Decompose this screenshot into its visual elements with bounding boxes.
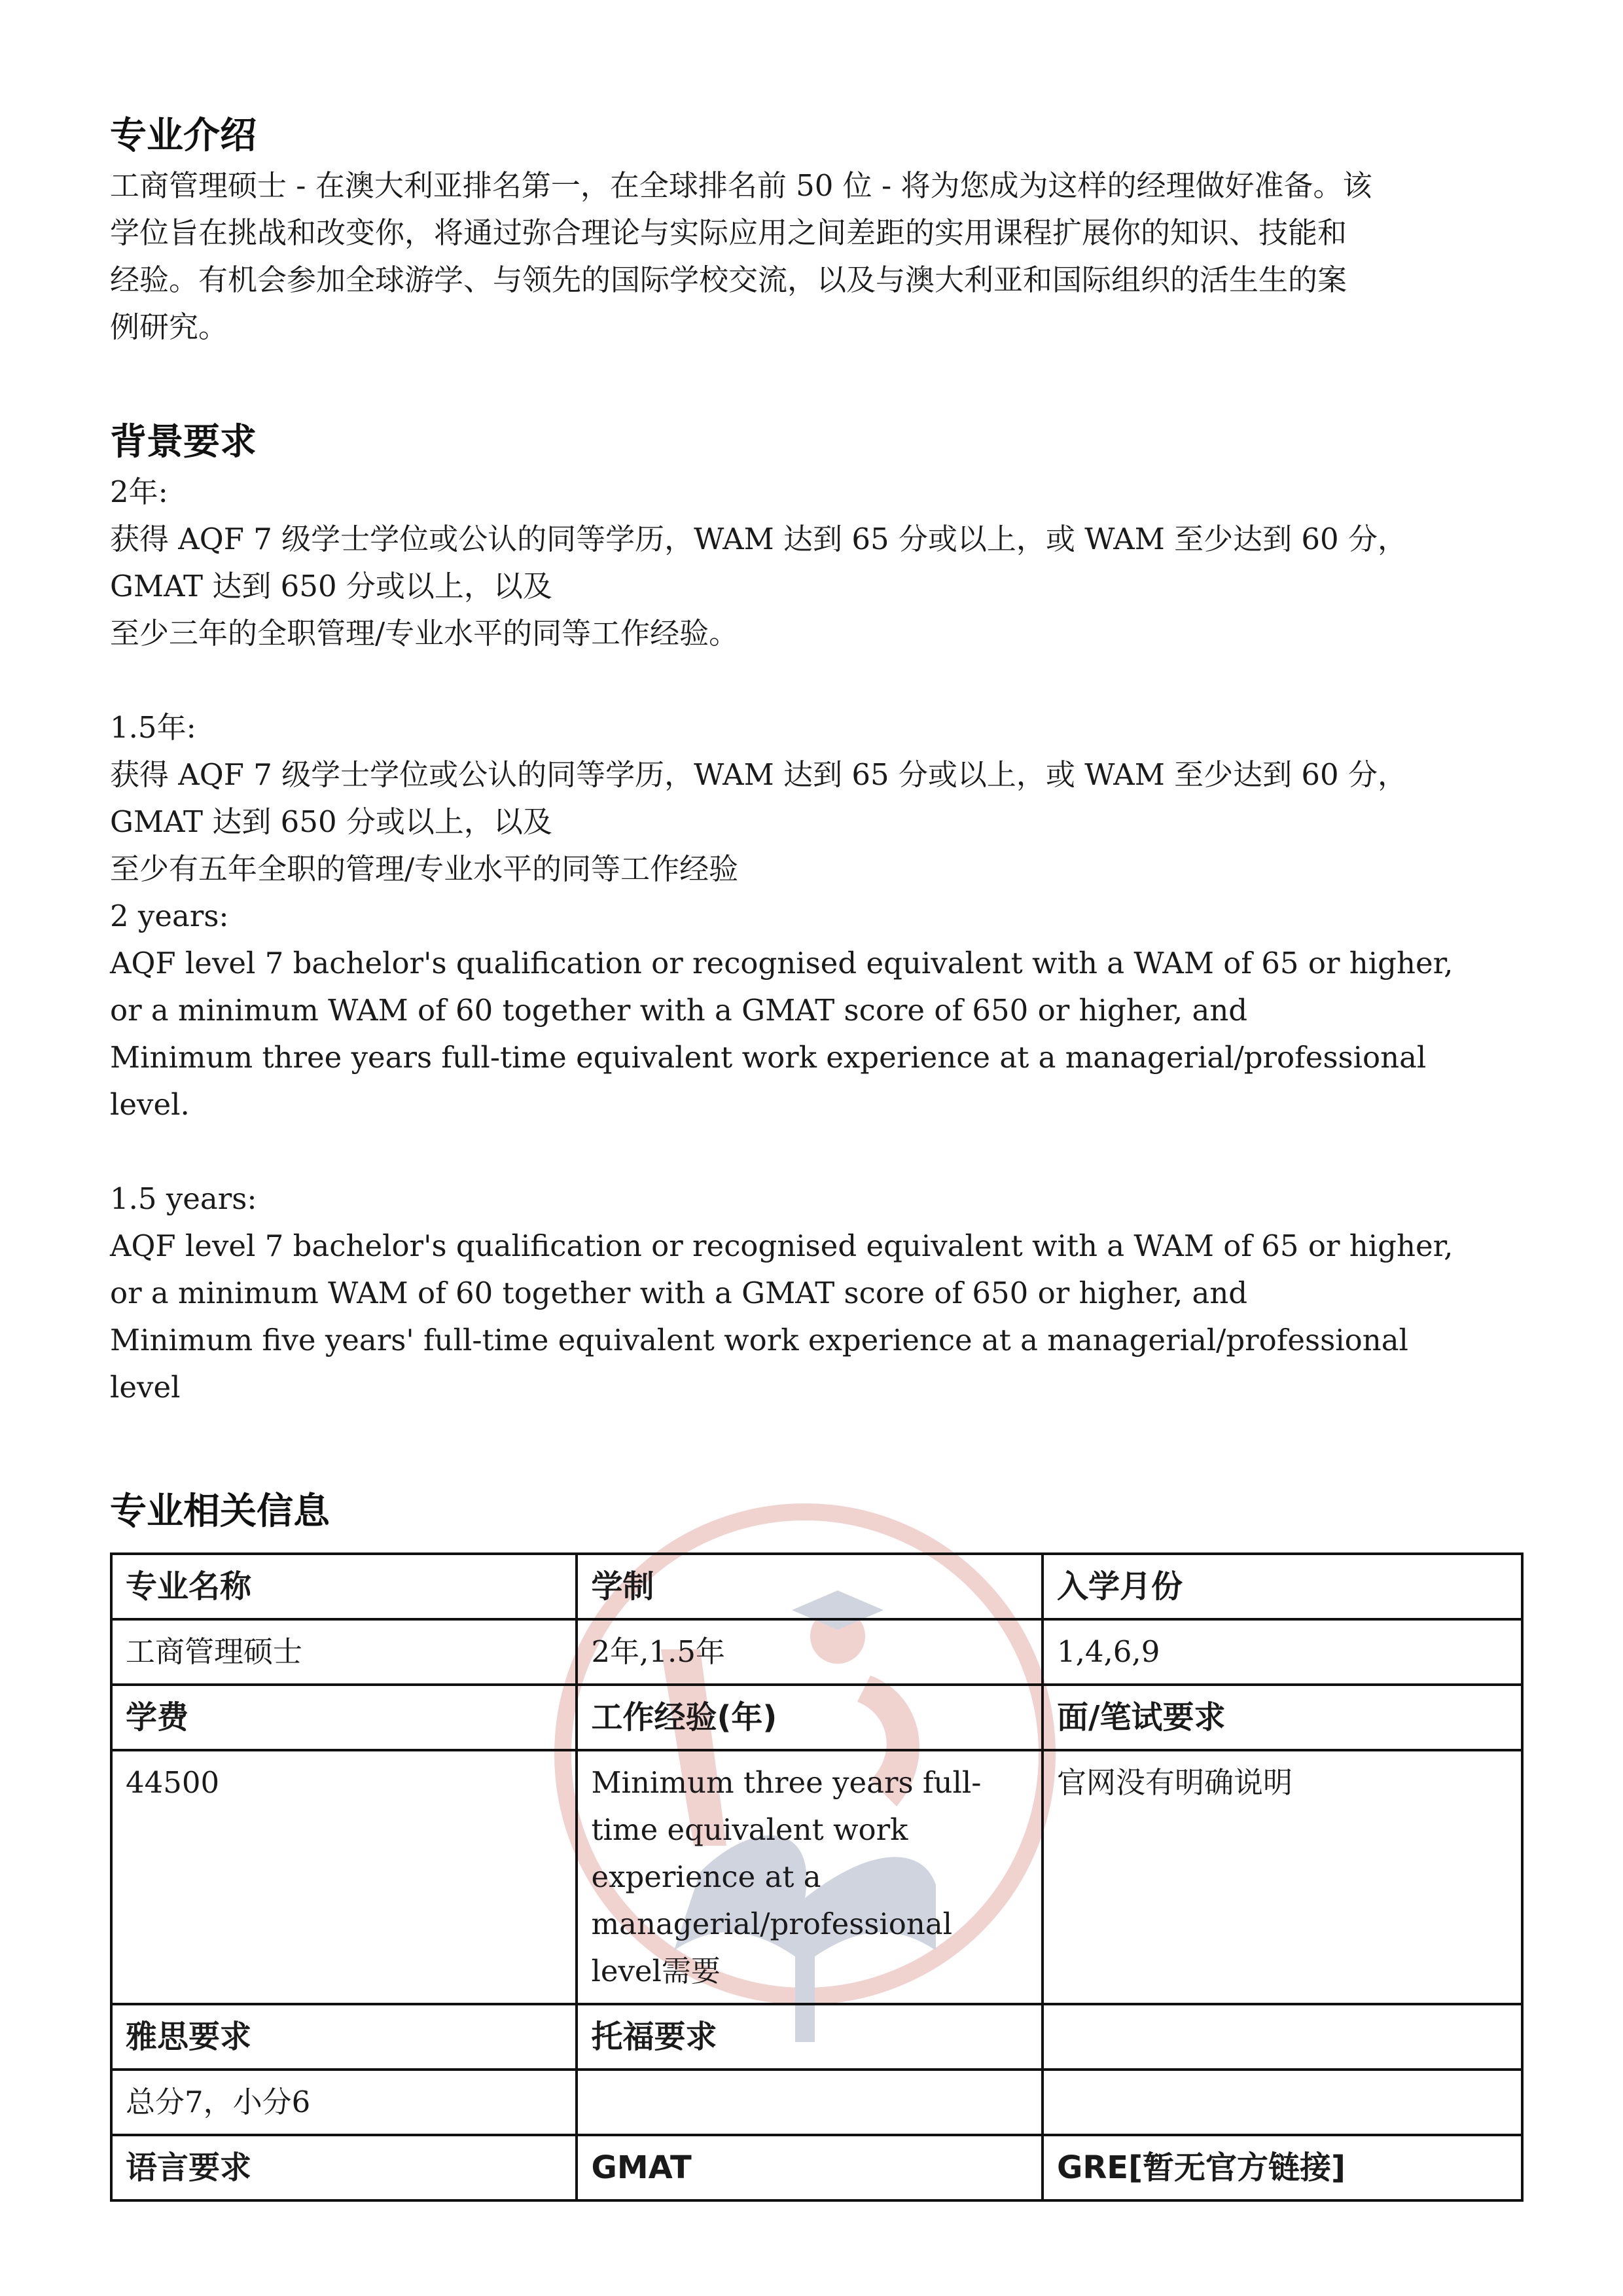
table-header-cell: 专业名称 xyxy=(111,1554,577,1619)
table-cell: 2年,1.5年 xyxy=(577,1619,1042,1685)
background-line: 2 years: xyxy=(110,899,229,933)
document-body xyxy=(110,110,1524,1411)
intro-line: 例研究。 xyxy=(110,310,228,344)
table-row xyxy=(111,2004,1522,2070)
background-line: or a minimum WAM of 60 together with a GMAT score of 650 or higher, and xyxy=(110,993,1248,1028)
table-header-cell: GRE[暂无官方链接] xyxy=(1043,2135,1522,2200)
table-cell: 1,4,6,9 xyxy=(1043,1619,1522,1685)
info-heading: 专业相关信息 xyxy=(110,1490,330,1533)
background-line: 至少三年的全职管理/专业水平的同等工作经验。 xyxy=(110,616,739,651)
intro-heading: 专业介绍 xyxy=(110,115,257,157)
background-line: Minimum three years full-time equivalent work experience at a managerial/professional xyxy=(110,1040,1427,1075)
background-heading: 背景要求 xyxy=(110,421,257,463)
table-header-cell: 学制 xyxy=(577,1554,1042,1619)
background-line: or a minimum WAM of 60 together with a GMAT score of 650 or higher, and xyxy=(110,1276,1248,1310)
background-line: level. xyxy=(110,1087,190,1122)
intro-line: 经验。有机会参加全球游学、与领先的国际学校交流，以及与澳大利亚和国际组织的活生生的案 xyxy=(110,262,1347,297)
background-line: AQF level 7 bachelor's qualification or recognised equivalent with a WAM of 65 or higher, xyxy=(110,1229,1454,1263)
background-line: GMAT 达到 650 分或以上，以及 xyxy=(110,804,552,839)
table-cell: Minimum three years full-time equivalent work experience at a managerial/professional level需要 xyxy=(577,1750,1042,2004)
table-row xyxy=(111,2070,1522,2135)
table-row xyxy=(111,1619,1522,1685)
background-line: 至少有五年全职的管理/专业水平的同等工作经验 xyxy=(110,852,739,886)
intro-line: 学位旨在挑战和改变你，将通过弥合理论与实际应用之间差距的实用课程扩展你的知识、技能和 xyxy=(110,215,1347,250)
table-header-cell: 语言要求 xyxy=(111,2135,577,2200)
table-cell: 工商管理硕士 xyxy=(111,1619,577,1685)
table-header-cell: 托福要求 xyxy=(577,2004,1042,2070)
table-header-cell: 学费 xyxy=(111,1685,577,1750)
background-line: Minimum five years' full-time equivalent work experience at a managerial/professional xyxy=(110,1323,1408,1357)
table-header-cell: 雅思要求 xyxy=(111,2004,577,2070)
background-line: level xyxy=(110,1370,181,1405)
table-row xyxy=(111,1554,1522,1619)
table-header-cell: 面/笔试要求 xyxy=(1043,1685,1522,1750)
table-header-cell xyxy=(1043,2004,1522,2070)
table-cell: 官网没有明确说明 xyxy=(1043,1750,1522,2004)
table-cell xyxy=(1043,2070,1522,2135)
table-cell: 总分7，小分6 xyxy=(111,2070,577,2135)
background-line: GMAT 达到 650 分或以上，以及 xyxy=(110,569,552,603)
background-line: 获得 AQF 7 级学士学位或公认的同等学历，WAM 达到 65 分或以上，或 WAM 至少达到 60 分， xyxy=(110,757,1407,792)
table-row xyxy=(111,1685,1522,1750)
background-line: 获得 AQF 7 级学士学位或公认的同等学历，WAM 达到 65 分或以上，或 WAM 至少达到 60 分， xyxy=(110,522,1407,556)
background-line: 1.5年: xyxy=(110,710,196,745)
table-header-cell: GMAT xyxy=(577,2135,1042,2200)
intro-line: 工商管理硕士 - 在澳大利亚排名第一，在全球排名前 50 位 - 将为您成为这样的经理做好准备。该 xyxy=(110,168,1372,203)
table-header-cell: 入学月份 xyxy=(1043,1554,1522,1619)
background-line: AQF level 7 bachelor's qualification or recognised equivalent with a WAM of 65 or higher, xyxy=(110,946,1454,980)
program-info-table xyxy=(110,1552,1524,2202)
background-line: 2年: xyxy=(110,475,168,509)
table-header-cell: 工作经验(年) xyxy=(577,1685,1042,1750)
background-line: 1.5 years: xyxy=(110,1181,257,1216)
table-row xyxy=(111,2135,1522,2200)
table-cell: 44500 xyxy=(111,1750,577,2004)
table-row xyxy=(111,1750,1522,2004)
table-cell xyxy=(577,2070,1042,2135)
